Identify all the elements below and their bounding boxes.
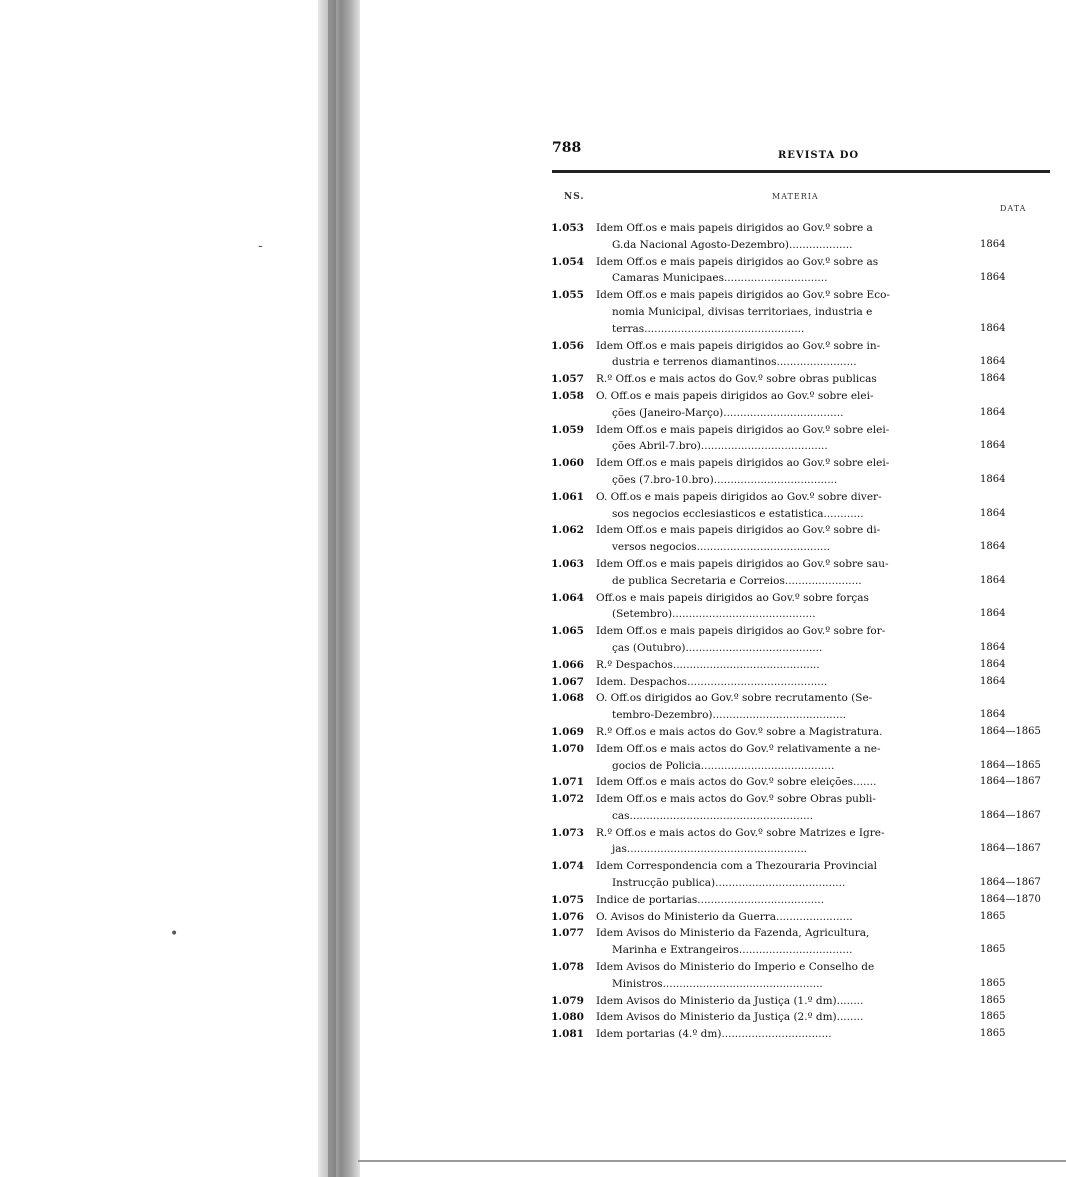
list-item (540, 623, 1060, 657)
entry-line: sos negocios ecclesiasticos e estatistica............ (612, 507, 864, 520)
entry-description (596, 1009, 951, 1026)
entry-number: 1.068 (551, 692, 584, 705)
entry-line: Instrucção publica)....................................... (612, 877, 846, 890)
entry-number: 1.059 (551, 423, 584, 436)
entry-description (596, 455, 951, 489)
list-item (540, 674, 1060, 691)
entry-description (596, 220, 951, 254)
list-item (540, 489, 1060, 523)
gutter-shadow (328, 0, 336, 1177)
entry-number: 1.074 (551, 860, 584, 873)
entry-number: 1.055 (551, 289, 584, 302)
list-item (540, 422, 1060, 456)
list-item (540, 993, 1060, 1010)
list-item (540, 892, 1060, 909)
entry-number: 1.076 (551, 910, 584, 923)
entry-description (596, 925, 951, 959)
entry-date: 1865 (980, 910, 1006, 922)
entry-description (596, 791, 951, 825)
entry-line: O. Off.os e mais papeis dirigidos ao Gov.º sobre diver- (596, 490, 882, 503)
entry-line: R.º Off.os e mais actos do Gov.º sobre obras publicas (596, 373, 877, 386)
entry-date: 1864 (980, 541, 1006, 553)
entry-line: Marinha e Extrangeiros.................................. (612, 944, 853, 957)
entry-date: 1865 (980, 1028, 1006, 1040)
entry-date: 1864 (980, 322, 1006, 334)
list-item (540, 287, 1060, 337)
entry-line: ções (7.bro-10.bro)..................................... (612, 473, 838, 486)
entry-line: gocios de Policia........................................ (612, 759, 835, 772)
entry-line: jas...................................................... (612, 843, 808, 856)
scan-speck: • (170, 926, 179, 942)
page-header (552, 140, 1050, 173)
entry-number: 1.066 (551, 658, 584, 671)
entry-description (596, 724, 951, 741)
entry-line: de publica Secretaria e Correios....................... (612, 574, 862, 587)
entry-description (596, 741, 951, 775)
entry-description (596, 623, 951, 657)
entry-date: 1864—1865 (980, 725, 1041, 737)
entry-number: 1.054 (551, 255, 584, 268)
entry-date: 1864 (980, 473, 1006, 485)
list-item (540, 791, 1060, 825)
entry-line: Idem Off.os e mais papeis dirigidos ao Gov.º sobre as (596, 255, 879, 268)
entry-line: O. Off.os e mais papeis dirigidos ao Gov.º sobre elei- (596, 389, 874, 402)
entry-date: 1864—1865 (980, 759, 1041, 771)
entry-line: cas....................................................... (612, 809, 814, 822)
entry-line: Ministros................................................ (612, 977, 823, 990)
entry-description (596, 892, 951, 909)
entry-line: Idem Off.os e mais papeis dirigidos ao Gov.º sobre for- (596, 625, 886, 638)
list-item (540, 909, 1060, 926)
entry-number: 1.078 (551, 961, 584, 974)
list-item (540, 690, 1060, 724)
scan-speck: - (258, 238, 263, 254)
entry-description (596, 590, 951, 624)
entry-number: 1.075 (551, 893, 584, 906)
entry-date: 1865 (980, 944, 1006, 956)
entry-line: O. Avisos do Ministerio da Guerra....................... (596, 910, 853, 923)
entry-date: 1864 (980, 373, 1006, 385)
entry-line: Idem Off.os e mais papeis dirigidos ao Gov.º sobre di- (596, 524, 881, 537)
page-number: 788 (552, 140, 582, 156)
entry-date: 1865 (980, 994, 1006, 1006)
book-gutter (318, 0, 360, 1177)
list-item (540, 925, 1060, 959)
entry-date: 1864 (980, 272, 1006, 284)
entry-line: Off.os e mais papeis dirigidos ao Gov.º sobre forças (596, 591, 869, 604)
entry-line: ções (Janeiro-Março).................................... (612, 406, 844, 419)
entry-date: 1864 (980, 641, 1006, 653)
list-item (540, 455, 1060, 489)
entry-line: Camaras Municipaes............................... (612, 272, 828, 285)
entry-line: Idem portarias (4.º dm)................................. (596, 1028, 832, 1041)
entry-line: Idem Avisos do Ministerio da Justiça (2.º dm)........ (596, 1011, 864, 1024)
entry-description (596, 993, 951, 1010)
entry-number: 1.065 (551, 625, 584, 638)
entry-line: Idem Off.os e mais actos do Gov.º sobre Obras publi- (596, 793, 876, 806)
list-item (540, 220, 1060, 254)
entry-line: Idem Correspondencia com a Thezouraria Provincial (596, 860, 877, 873)
entries-list (540, 220, 1060, 1043)
entry-line: R.º Off.os e mais actos do Gov.º sobre Matrizes e Igre- (596, 826, 885, 839)
entry-number: 1.079 (551, 994, 584, 1007)
entry-description (596, 422, 951, 456)
entry-description (596, 556, 951, 590)
column-header-ns: NS. (564, 192, 585, 202)
entry-date: 1864—1867 (980, 877, 1041, 889)
entry-line: Idem Off.os e mais actos do Gov.º relativamente a ne- (596, 742, 881, 755)
entry-description (596, 287, 951, 337)
entry-number: 1.056 (551, 339, 584, 352)
list-item (540, 388, 1060, 422)
entry-description (596, 774, 951, 791)
entry-description (596, 858, 951, 892)
entry-line: Idem Avisos do Ministerio do Imperio e Conselho de (596, 961, 875, 974)
entry-description (596, 489, 951, 523)
entry-number: 1.081 (551, 1028, 584, 1041)
entry-description (596, 909, 951, 926)
entry-date: 1864 (980, 709, 1006, 721)
entry-number: 1.071 (551, 776, 584, 789)
entry-number: 1.070 (551, 742, 584, 755)
list-item (540, 338, 1060, 372)
entry-date: 1865 (980, 1011, 1006, 1023)
entry-date: 1864 (980, 440, 1006, 452)
entry-number: 1.077 (551, 927, 584, 940)
entry-date: 1864 (980, 574, 1006, 586)
entry-line: Idem Off.os e mais papeis dirigidos ao Gov.º sobre a (596, 222, 873, 234)
entry-line: terras................................................ (612, 322, 805, 335)
entry-date: 1864—1867 (980, 809, 1041, 821)
entry-number: 1.061 (551, 490, 584, 503)
entry-number: 1.058 (551, 389, 584, 402)
list-item (540, 254, 1060, 288)
entry-number: 1.067 (551, 675, 584, 688)
entry-date: 1864 (980, 238, 1006, 250)
list-item (540, 556, 1060, 590)
entry-description (596, 1026, 951, 1043)
entry-line: dustria e terrenos diamantinos........................ (612, 356, 857, 369)
entry-date: 1864—1867 (980, 776, 1041, 788)
entry-line: versos negocios........................................ (612, 541, 831, 554)
entry-description (596, 657, 951, 674)
entry-number: 1.080 (551, 1011, 584, 1024)
entry-description (596, 254, 951, 288)
entry-number: 1.072 (551, 793, 584, 806)
entry-line: Idem Off.os e mais papeis dirigidos ao Gov.º sobre Eco- (596, 289, 890, 302)
list-item (540, 774, 1060, 791)
entry-line: R.º Off.os e mais actos do Gov.º sobre a Magistratura. (596, 725, 883, 738)
entry-description (596, 371, 951, 388)
entry-date: 1864 (980, 608, 1006, 620)
entry-line: Idem Avisos do Ministerio da Justiça (1.º dm)........ (596, 994, 864, 1007)
entry-description (596, 338, 951, 372)
list-item (540, 522, 1060, 556)
entry-number: 1.062 (551, 524, 584, 537)
entry-description (596, 690, 951, 724)
entry-number: 1.064 (551, 591, 584, 604)
entry-date: 1864 (980, 675, 1006, 687)
page-bottom-edge (358, 1160, 1066, 1162)
column-header-data: DATA (1000, 204, 1027, 213)
entry-line: Idem Off.os e mais actos do Gov.º sobre eleições....... (596, 776, 877, 789)
column-header-materia: MATERIA (772, 192, 819, 201)
entry-line: R.º Despachos............................................ (596, 658, 820, 671)
list-item (540, 858, 1060, 892)
entry-line: Indice de portarias...................................... (596, 893, 825, 906)
entry-line: (Setembro)........................................... (612, 608, 816, 621)
entry-date: 1864—1870 (980, 893, 1041, 905)
entry-line: Idem. Despachos.......................................... (596, 675, 828, 688)
entry-line: Idem Off.os e mais papeis dirigidos ao Gov.º sobre sau- (596, 557, 889, 570)
entry-description (596, 388, 951, 422)
entry-line: Idem Off.os e mais papeis dirigidos ao Gov.º sobre elei- (596, 457, 890, 470)
list-item (540, 724, 1060, 741)
entry-line: Idem Off.os e mais papeis dirigidos ao Gov.º sobre elei- (596, 423, 890, 436)
entry-line: nomia Municipal, divisas territoriaes, industria e (612, 305, 873, 318)
entry-line: Idem Avisos do Ministerio da Fazenda, Agricultura, (596, 927, 870, 940)
list-item (540, 1026, 1060, 1043)
entry-line: Idem Off.os e mais papeis dirigidos ao Gov.º sobre in- (596, 339, 881, 352)
list-item (540, 741, 1060, 775)
entry-description (596, 959, 951, 993)
list-item (540, 590, 1060, 624)
running-title: REVISTA DO (778, 150, 860, 161)
entry-number: 1.069 (551, 725, 584, 738)
entry-description (596, 674, 951, 691)
entry-line: G.da Nacional Agosto-Dezembro)................... (612, 238, 853, 251)
entry-description (596, 522, 951, 556)
entry-date: 1864—1867 (980, 843, 1041, 855)
entry-number: 1.063 (551, 557, 584, 570)
entry-line: O. Off.os dirigidos ao Gov.º sobre recrutamento (Se- (596, 692, 873, 705)
list-item (540, 371, 1060, 388)
entry-date: 1864 (980, 356, 1006, 368)
entry-line: ças (Outubro)......................................... (612, 641, 823, 654)
list-item (540, 657, 1060, 674)
entry-number: 1.053 (551, 222, 584, 234)
entry-number: 1.060 (551, 457, 584, 470)
entry-number: 1.073 (551, 826, 584, 839)
entry-date: 1865 (980, 977, 1006, 989)
list-item (540, 825, 1060, 859)
list-item (540, 959, 1060, 993)
entry-description (596, 825, 951, 859)
entry-line: tembro-Dezembro)........................................ (612, 709, 846, 722)
list-item (540, 1009, 1060, 1026)
entry-date: 1864 (980, 658, 1006, 670)
entry-line: ções Abril-7.bro)...................................... (612, 440, 828, 453)
entry-date: 1864 (980, 406, 1006, 418)
entry-date: 1864 (980, 507, 1006, 519)
entry-number: 1.057 (551, 373, 584, 386)
